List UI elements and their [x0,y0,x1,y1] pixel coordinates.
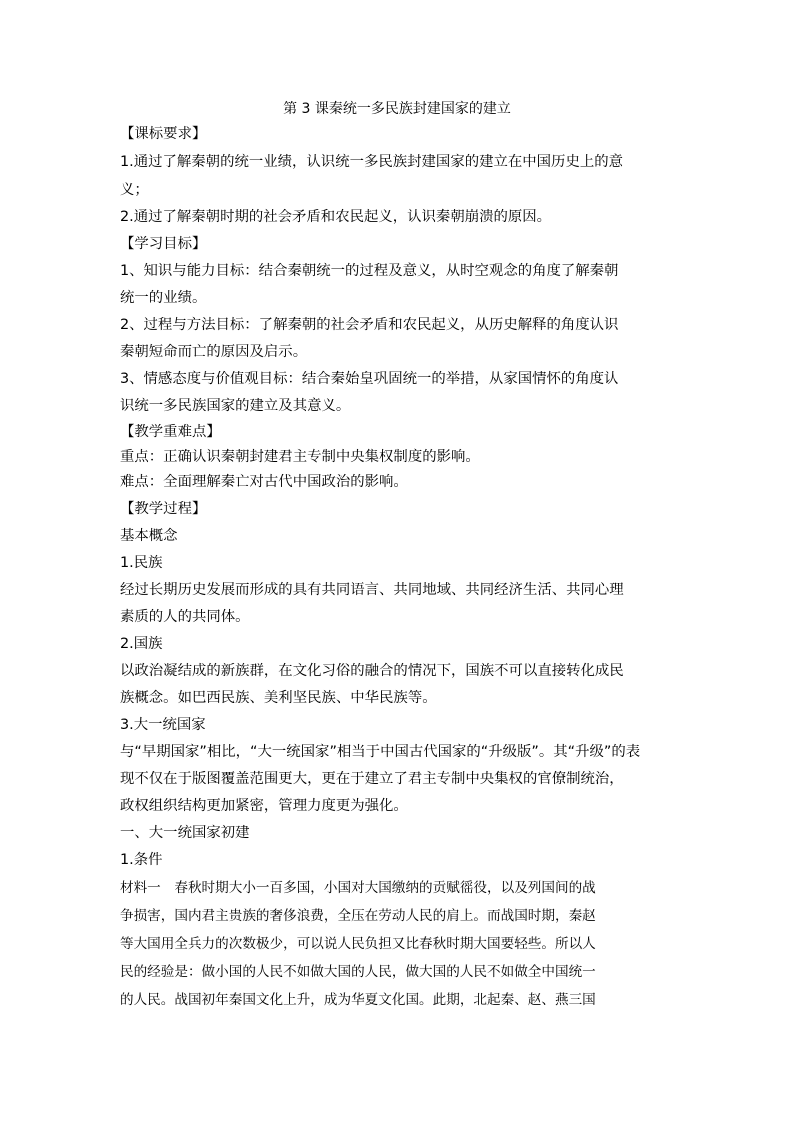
section-heading-kebiao: 【课标要求】 [120,126,207,142]
page-title: 第 3 课秦统一多民族封建国家的建立 [283,101,511,117]
concept-3-text: 与“早期国家”相比，“大一统国家”相当于中国古代国家的“升级版”。其“升级”的表 [120,744,641,760]
concept-3-title: 3.大一统国家 [120,717,206,733]
concept-1-title: 1.民族 [120,555,163,571]
concept-2-text: 以政治凝结成的新族群，在文化习俗的融合的情况下，国族不可以直接转化成民 [120,663,624,679]
material-1-line: 等大国用全兵力的次数极少，可以说人民负担又比春秋时期大国要轻些。所以人 [120,936,596,952]
mubiao-item-1-cont: 统一的业绩。 [120,290,207,306]
concept-2-title: 2.国族 [120,636,163,652]
kebiao-item-1: 1.通过了解秦朝的统一业绩，认识统一多民族封建国家的建立在中国历史上的意 [120,154,624,170]
concept-3-text-cont-2: 政权组织结构更加紧密，管理力度更为强化。 [120,798,408,814]
key-point: 重点：正确认识秦朝封建君主专制中央集权制度的影响。 [120,449,480,465]
concepts-heading: 基本概念 [120,528,178,544]
mubiao-item-2-cont: 秦朝短命而亡的原因及启示。 [120,344,308,360]
mubiao-item-3: 3、情感态度与价值观目标：结合秦始皇巩固统一的举措，从家国情怀的角度认 [120,371,619,387]
kebiao-item-2: 2.通过了解秦朝时期的社会矛盾和农民起义，认识秦朝崩溃的原因。 [120,209,552,225]
mubiao-item-3-cont: 识统一多民族国家的建立及其意义。 [120,398,351,414]
section-heading-mubiao: 【学习目标】 [120,236,207,252]
difficult-point: 难点：全面理解秦亡对古代中国政治的影响。 [120,474,408,490]
concept-1-text-cont: 素质的人的共同体。 [120,609,250,625]
kebiao-item-1-cont: 义； [120,182,149,198]
material-1-line: 材料一 春秋时期大小一百多国，小国对大国缴纳的贡赋徭役，以及列国间的战 [120,880,596,896]
concept-1-text: 经过长期历史发展而形成的具有共同语言、共同地域、共同经济生活、共同心理 [120,582,624,598]
material-1-line: 争损害，国内君主贵族的奢侈浪费，全压在劳动人民的肩上。而战国时期，秦赵 [120,908,596,924]
material-1-line: 的人民。战国初年秦国文化上升，成为华夏文化国。此期，北起秦、赵、燕三国 [120,992,596,1008]
material-1-line: 民的经验是：做小国的人民不如做大国的人民，做大国的人民不如做全中国统一 [120,964,596,980]
concept-2-text-cont: 族概念。如巴西民族、美利坚民族、中华民族等。 [120,690,437,706]
part-1-heading: 一、大一统国家初建 [120,825,250,841]
part-1-subheading: 1.条件 [120,852,163,868]
section-heading-guocheng: 【教学过程】 [120,501,207,517]
concept-3-text-cont: 现不仅在于版图覆盖范围更大，更在于建立了君主专制中央集权的官僚制统治， [120,771,624,787]
mubiao-item-2: 2、过程与方法目标：了解秦朝的社会矛盾和农民起义，从历史解释的角度认识 [120,317,619,333]
section-heading-zhongnan: 【教学重难点】 [120,424,221,440]
mubiao-item-1: 1、知识与能力目标：结合秦朝统一的过程及意义，从时空观念的角度了解秦朝 [120,263,619,279]
